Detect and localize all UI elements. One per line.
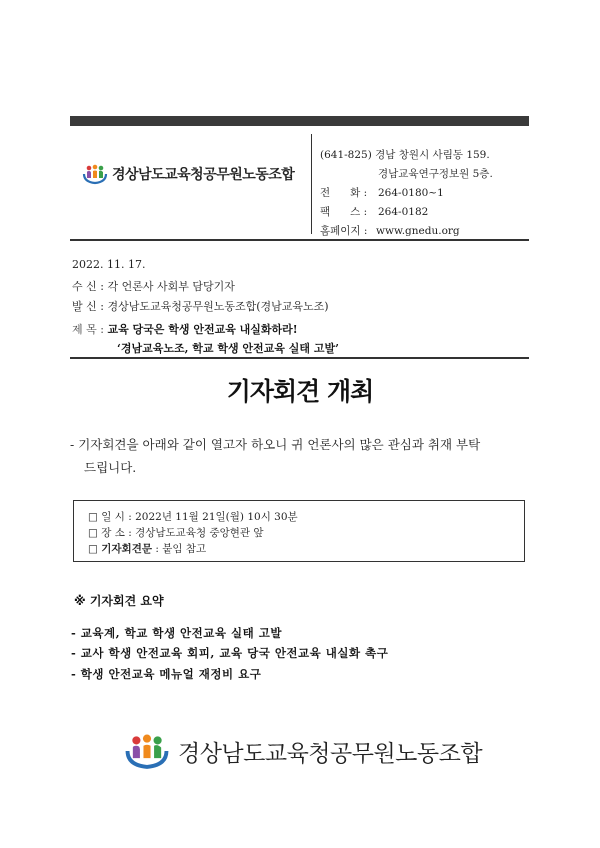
event-date-label: □ 일 시 : — [88, 511, 132, 523]
subject-separator — [70, 357, 529, 359]
intro-line1: - 기자회견을 아래와 같이 열고자 하오니 귀 언론사의 많은 관심과 취재 부탁 — [70, 437, 481, 452]
subject-subtitle: ‘경남교육노조, 학교 학생 안전교육 실태 고발’ — [117, 342, 339, 355]
header-logo — [82, 163, 294, 185]
event-date-row — [88, 509, 524, 525]
summary-title: ※ 기자회견 요약 — [74, 594, 164, 608]
event-date-value: 2022년 11월 21일(월) 10시 30분 — [135, 511, 298, 523]
phone-label: 전 화 : — [320, 187, 368, 199]
homepage-link[interactable]: www.gnedu.org — [376, 225, 460, 237]
event-statement-row — [88, 541, 524, 557]
event-info-box — [73, 500, 525, 562]
header-top-bar — [70, 116, 529, 126]
subject-line — [72, 321, 298, 337]
footer-org-name: 경상남도교육청공무원노동조합 — [178, 740, 483, 767]
summary-item: - 교육계, 학교 학생 안전교육 실태 고발 — [71, 626, 282, 640]
contact-block — [320, 146, 493, 241]
event-statement-checkbox: □ — [88, 543, 98, 555]
event-place-value: 경상남도교육청 중앙현관 앞 — [135, 527, 264, 539]
event-statement-key: 기자회견문 — [101, 543, 152, 555]
sender: 발 신 : 경상남도교육청공무원노동조합(경남교육노조) — [72, 300, 329, 313]
union-logo-icon — [82, 163, 108, 185]
header-divider — [311, 134, 312, 234]
union-logo-icon — [124, 731, 170, 771]
header-separator — [70, 239, 529, 241]
fax-label: 팩 스 : — [320, 206, 368, 218]
homepage-label: 홈페이지 : — [320, 225, 368, 237]
intro-line2: 드립니다. — [84, 460, 137, 475]
summary-item: - 학생 안전교육 메뉴얼 재정비 요구 — [71, 667, 262, 681]
fax-value: 264-0182 — [378, 206, 429, 218]
phone-value: 264-0180~1 — [378, 187, 444, 199]
phone-row — [320, 184, 493, 203]
intro-paragraph — [70, 433, 532, 479]
event-place-row — [88, 525, 524, 541]
fax-row — [320, 203, 493, 222]
recipient: 수 신 : 각 언론사 사회부 담당기자 — [72, 280, 235, 293]
subject-label: 제 목 : — [72, 323, 104, 336]
subject-text: 교육 당국은 학생 안전교육 내실화하라! — [107, 323, 298, 336]
press-date: 2022. 11. 17. — [72, 258, 146, 271]
summary-item: - 교사 학생 안전교육 회피, 교육 당국 안전교육 내실화 촉구 — [71, 646, 389, 660]
address-line2: 경남교육연구정보원 5층. — [378, 168, 493, 180]
footer-logo — [124, 731, 482, 771]
event-place-label: □ 장 소 : — [88, 527, 132, 539]
event-statement-value: : 붙임 참고 — [155, 543, 207, 555]
header-org-name: 경상남도교육청공무원노동조합 — [112, 167, 295, 183]
address-line1: (641-825) 경남 창원시 사림동 159. — [320, 149, 490, 161]
page-title: 기자회견 개최 — [226, 377, 374, 406]
